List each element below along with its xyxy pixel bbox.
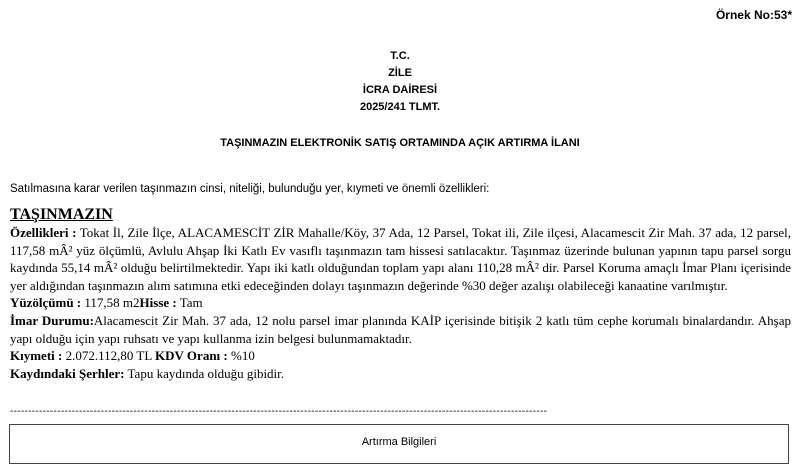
intro-text: Satılmasına karar verilen taşınmazın cinsi, niteliği, bulunduğu yer, kıymeti ve önemli özellikleri: (10, 183, 490, 195)
property-details (10, 205, 791, 382)
encumbrances-paragraph (10, 365, 791, 383)
value-amount: 2.072.112,80 TL (65, 348, 152, 364)
features-paragraph (10, 224, 791, 294)
area-label: Yüzölçümü : (10, 295, 82, 311)
document-header (0, 48, 800, 116)
section-title: TAŞINMAZIN (10, 206, 113, 223)
features-label: Özellikleri : (10, 225, 77, 240)
announcement-title: TAŞINMAZIN ELEKTRONİK SATIŞ ORTAMINDA AÇIK ARTIRMA İLANI (220, 137, 580, 149)
header-country: T.C. (390, 50, 410, 62)
header-office: İCRA DAİRESİ (362, 84, 438, 96)
divider-line: ---------------------------------------------------------------------------------------------------------------------------------------------------- (10, 406, 548, 417)
auction-info-box (9, 424, 789, 464)
auction-info-title: Artırma Bilgileri (361, 436, 437, 448)
form-number: Örnek No:53* (715, 8, 792, 22)
header-district: ZİLE (388, 67, 412, 79)
area-value: 117,58 m2 (84, 295, 140, 311)
features-text: Tokat İl, Zile İlçe, ALACAMESCİT ZİR Mahalle/Köy, 37 Ada, 12 Parsel, Tokat ili, Zile ilçesi, Alacamescit Zir Mah. 37 ada, 12 parsel, 117,58 mÂ² yüz ölçümlü, Avlulu Ahşap İki Katlı Ev vasıflı taşınmazın tam hissesi satılacaktır. Taşınmaz üzerinde bulunan yapının tapu parsel sorgu kaydında 55,14 mÂ² olduğu belirtilmektedir. Yapı iki katlı olduğundan toplam yapı alanı 110,28 mÂ² dir. Parsel Koruma amaçlı İmar Planı içerisinde yer aldığından taşınmazın alım satımına etki edeceğinden dolayı taşınmazın değerinde %30 değer azalışı olabileceği kanaatine varılmıştır. (10, 225, 792, 293)
value-paragraph (10, 347, 791, 365)
encumbrances-label: Kaydındaki Şerhler: (10, 365, 125, 381)
zoning-text: Alacamescit Zir Mah. 37 ada, 12 nolu parsel imar planında KAİP içerisinde bitişik 2 katlı tüm cephe korumalı binalardandır. Ahşap yapı olduğu için yapı ruhsatı ve yapı kullanma izin belgesi bulunmamaktadır. (10, 312, 791, 346)
zoning-paragraph (10, 312, 791, 347)
vat-value: %10 (231, 348, 255, 364)
share-value: Tam (179, 295, 203, 311)
header-file-number: 2025/241 TLMT. (359, 101, 441, 113)
area-paragraph (10, 294, 791, 312)
encumbrances-text: Tapu kaydında olduğu gibidir. (127, 365, 285, 381)
vat-label: KDV Oranı : (155, 348, 228, 364)
share-label: Hisse : (139, 295, 177, 311)
value-label: Kıymeti : (10, 348, 63, 364)
zoning-label: İmar Durumu: (10, 312, 94, 328)
